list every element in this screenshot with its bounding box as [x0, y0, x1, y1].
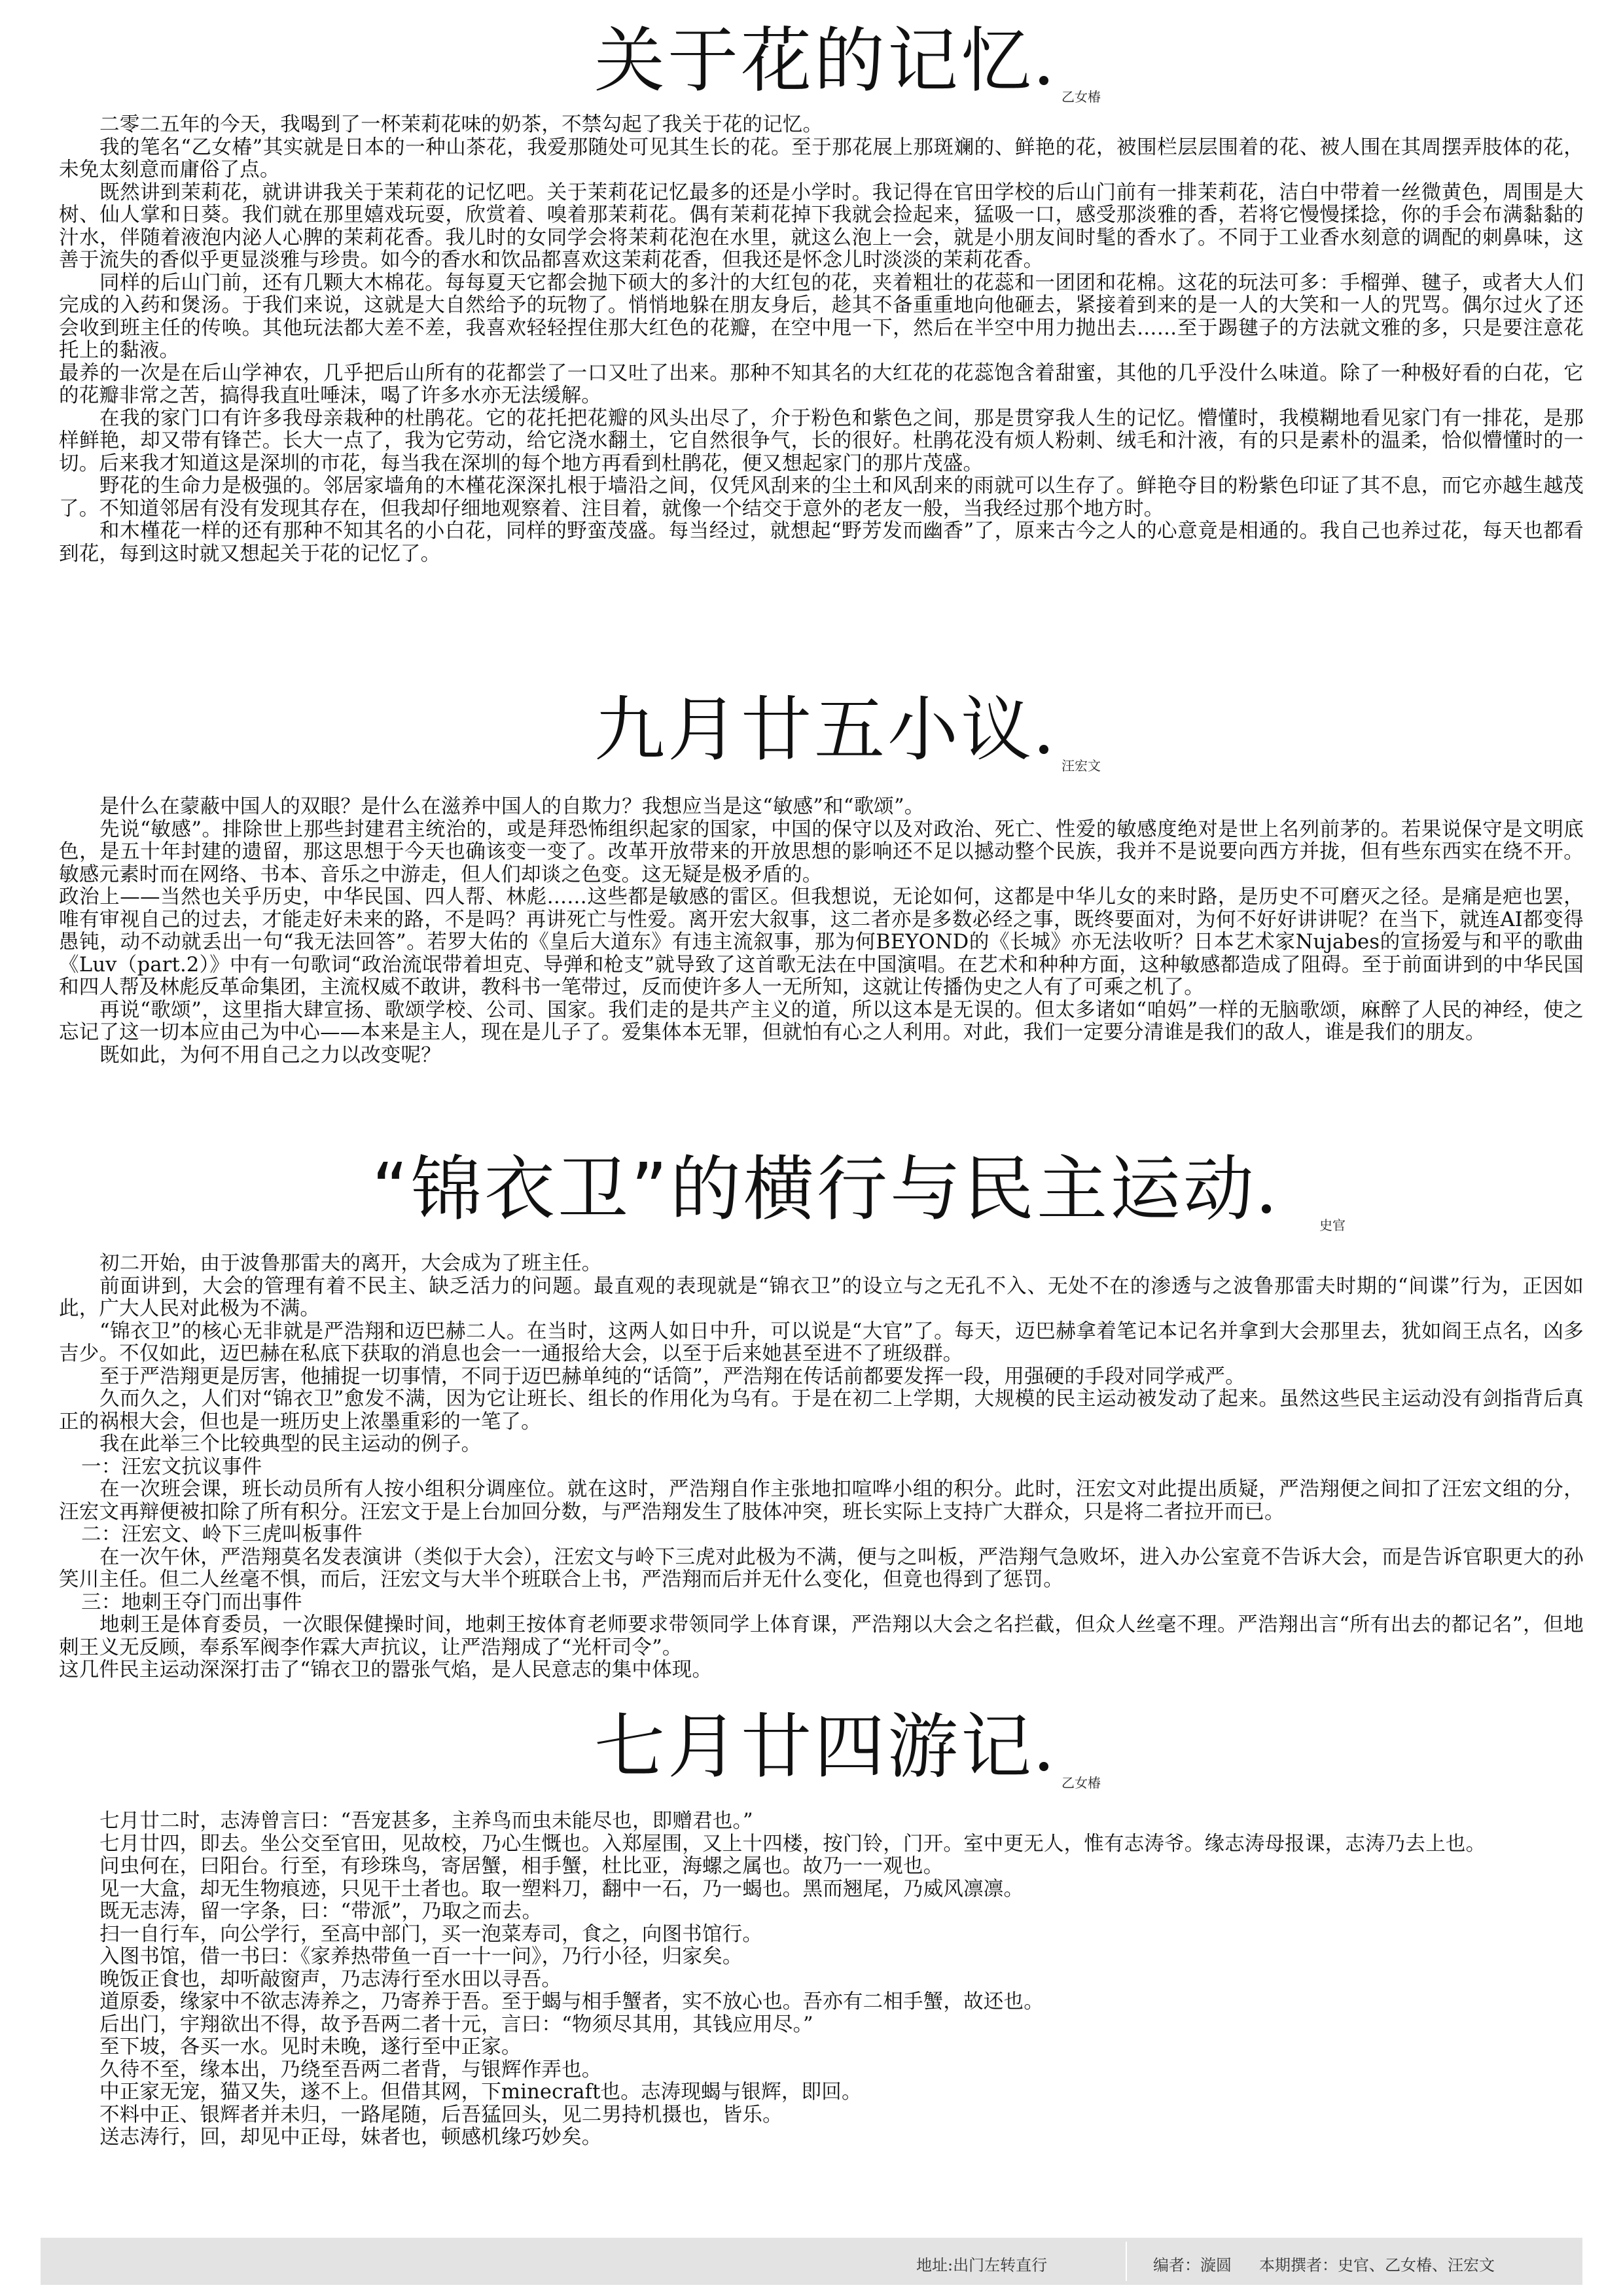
footer-divider	[1126, 2242, 1127, 2281]
paragraph: 在一次班会课，班长动员所有人按小组积分调座位。就在这时，严浩翔自作主张地扣喧哗小组的积分。此时，汪宏文对此提出质疑，严浩翔便之间扣了汪宏文组的分，汪宏文再辩便被扣除了所有积分。汪宏文于是上台加回分数，与严浩翔发生了肢体冲突，班长实际上支持广大群众，只是将二者拉开而已。	[59, 1478, 1584, 1524]
article-title	[594, 1706, 1048, 1788]
article-title-row	[59, 20, 1584, 109]
paragraph: 同样的后山门前，还有几颗大木棉花。每每夏天它都会抛下硕大的多汁的大红包的花，夹着粗壮的花蕊和一团团和花棉。这花的玩法可多：手榴弹、毽子，或者大人们完成的入药和煲汤。于我们来说，这就是大自然给予的玩物了。悄悄地躲在朋友身后，趁其不备重重地向他砸去，紧接着到来的是一人的大笑和一人的咒骂。偶尔过火了还会收到班主任的传唤。其他玩法都大差不差，我喜欢轻轻捏住那大红色的花瓣，在空中甩一下，然后在半空中用力抛出去……至于踢毽子的方法就文雅的多，只是要注意花托上的黏液。	[59, 271, 1584, 362]
paragraph: 既无志涛，留一字条，曰：“带派”，乃取之而去。	[99, 1900, 543, 1923]
paragraph: 问虫何在，曰阳台。行至，有珍珠鸟，寄居蟹，相手蟹，杜比亚，海螺之属也。故乃一一观也。	[99, 1855, 944, 1878]
paragraph: 既如此，为何不用自己之力以改变呢？	[99, 1043, 441, 1067]
title-dot-icon	[1262, 1204, 1271, 1213]
paragraph: 先说“敏感”。排除世上那些封建君主统治的，或是拜恐怖组织起家的国家，中国的保守以及对政治、死亡、性爱的敏感度绝对是世上名列前茅的。若果说保守是文明底色，是五十年封建的遗留，那这思想于今天也确该变一变了。改革开放带来的开放思想的影响还不足以撼动整个民族，我并不是说要向西方并拢，但有些东西实在绕不开。敏感元素时而在网络、书本、音乐之中游走，但人们却谈之色变。这无疑是极矛盾的。	[59, 817, 1584, 886]
article-title-text: 九月廿五小议	[594, 689, 1034, 771]
paragraph: 再说“歌颂”，这里指大肆宣扬、歌颂学校、公司、国家。我们走的是共产主义的道，所以这本是无误的。但太多诸如“咱妈”一样的无脑歌颂，麻醉了人民的神经，使之忘记了这一切本应由己为中心——本来是主人，现在是儿子了。爱集体本无罪，但就怕有心之人利用。对此，我们一定要分清谁是我们的敌人，谁是我们的朋友。	[59, 998, 1584, 1044]
article-july-24	[59, 1706, 1584, 2149]
paragraph: 二零二五年的今天，我喝到了一杯茉莉花味的奶茶，不禁勾起了我关于花的记忆。	[99, 113, 823, 136]
article-body	[59, 114, 1584, 565]
footer-writers: 本期撰者：史官、乙女椿、汪宏文	[1259, 2256, 1495, 2274]
paragraph: 扫一自行车，向公学行，至高中部门，买一泡菜寿司，食之，向图书馆行。	[99, 1922, 763, 1946]
article-jinyiwei	[59, 1149, 1584, 1682]
paragraph: 最养的一次是在后山学神农，几乎把后山所有的花都尝了一口又吐了出来。那种不知其名的大红花的花蕊饱含着甜蜜，其他的几乎没什么味道。除了一种极好看的白花，它的花瓣非常之苦，搞得我直吐唾沫，喝了许多水亦无法缓解。	[59, 361, 1584, 407]
article-author: 汪宏文	[1061, 758, 1101, 774]
paragraph: 中正家无宠，猫又失，遂不上。但借其网，下minecraft也。志涛现蝎与银辉，即回。	[99, 2081, 862, 2104]
paragraph: 在一次午休，严浩翔莫名发表演讲（类似于大会），汪宏文与岭下三虎对此极为不满，便与之叫板，严浩翔气急败坏，进入办公室竟不告诉大会，而是告诉官职更大的孙笑川主任。但二人丝毫不惧，而后，汪宏文与大半个班联合上书，严浩翔而后并无什么变化，但竟也得到了惩罚。	[59, 1545, 1584, 1591]
article-title-text: “锦衣卫”的横行与民主运动	[372, 1149, 1257, 1230]
article-title	[594, 689, 1048, 771]
paragraph: 野花的生命力是极强的。邻居家墙角的木槿花深深扎根于墙沿之间，仅凭风刮来的尘土和风刮来的雨就可以生存了。鲜艳夺目的粉紫色印证了其不息，而它亦越生越茂了。不知道邻居有没有发现其存在，但我却仔细地观察着、注目着，就像一个结交于意外的老友一般，当我经过那个地方时。	[59, 475, 1584, 520]
title-dot-icon	[1039, 1762, 1048, 1771]
title-dot-icon	[1039, 76, 1048, 85]
paragraph: 至下坡，各买一水。见时未晚，遂行至中正家。	[99, 2036, 522, 2058]
paragraph: 初二开始，由于波鲁那雷夫的离开，大会成为了班主任。	[99, 1252, 602, 1275]
paragraph: 这几件民主运动深深打击了“锦衣卫的嚣张气焰，是人民意志的集中体现。	[59, 1659, 713, 1681]
paragraph: 在我的家门口有许多我母亲栽种的杜鹃花。它的花托把花瓣的风头出尽了，介于粉色和紫色之间，那是贯穿我人生的记忆。懵懂时，我模糊地看见家门有一排花，是那样鲜艳，却又带有锋芒。长大一点了，我为它劳动，给它浇水翻土，它自然很争气，长的很好。杜鹃花没有烦人粉刺、绒毛和汁液，有的只是素朴的温柔，恰似懵懂时的一切。后来我才知道这是深圳的市花，每当我在深圳的每个地方再看到杜鹃花，便又想起家门的那片茂盛。	[59, 406, 1584, 475]
article-title-row	[59, 689, 1584, 780]
paragraph: 政治上——当然也关乎历史，中华民国、四人帮、林彪……这些都是敏感的雷区。但我想说，无论如何，这都是中华儿女的来时路，是历史不可磨灭之径。是痛是疤也罢，唯有审视自己的过去，才能走好未来的路，不是吗？再讲死亡与性爱。离开宏大叙事，这二者亦是多数必经之事，既终要面对，为何不好好讲讲呢？在当下，就连AI都变得愚钝，动不动就丢出一句“我无法回答”。若罗大佑的《皇后大道东》有违主流叙事，那为何BEYOND的《长城》亦无法收听？日本艺术家Nujabes的宣扬爱与和平的歌曲《Luv（part.2）》中有一句歌词“政治流氓带着坦克、导弹和枪支”就导致了这首歌无法在中国演唱。在艺术和种种方面，这种敏感都造成了阻碍。至于前面讲到的中华民国和四人帮及林彪反革命集团，主流权威不敢讲，教科书一笔带过，反而使许多人一无所知，这就让传播伪史之人有了可乘之机了。	[59, 886, 1584, 999]
footer-address: 地址:出门左转直行	[916, 2256, 1048, 2274]
paragraph: 后出门，宇翔欲出不得，故予吾两二者十元，言曰：“物须尽其用，其钱应用尽。”	[99, 2013, 813, 2036]
paragraph: 我的笔名“乙女椿”其实就是日本的一种山茶花，我爱那随处可见其生长的花。至于那花展上那斑斓的、鲜艳的花，被围栏层层围着的花、被人围在其周摆弄肢体的花，未免太刻意而庸俗了点。	[59, 135, 1584, 181]
footer-editor: 编者：漩圆	[1153, 2256, 1232, 2274]
paragraph: 七月廿二时，志涛曾言曰：“吾宠甚多，主养鸟而虫未能尽也，即赠君也。”	[99, 1810, 753, 1833]
article-body	[59, 796, 1584, 1067]
paragraph: 我在此举三个比较典型的民主运动的例子。	[99, 1433, 482, 1456]
article-body	[59, 1253, 1584, 1682]
paragraph: “锦衣卫”的核心无非就是严浩翔和迈巴赫二人。在当时，这两人如日中升，可以说是“大官”了。每天，迈巴赫拿着笔记本记名并拿到大会那里去，犹如阎王点名，凶多吉少。不仅如此，迈巴赫在私底下获取的消息也会一一通报给大会，以至于后来她甚至进不了班级群。	[59, 1319, 1584, 1365]
section-heading: 三：地刺王夺门而出事件	[81, 1590, 302, 1614]
paragraph: 道原委，缘家中不欲志涛养之，乃寄养于吾。至于蝎与相手蟹者，实不放心也。吾亦有二相手蟹，故还也。	[99, 1990, 1044, 2013]
paragraph: 送志涛行，回，却见中正母，妹者也，顿感机缘巧妙矣。	[99, 2126, 602, 2149]
article-title-row	[59, 1706, 1584, 1797]
paragraph: 地刺王是体育委员，一次眼保健操时间，地刺王按体育老师要求带领同学上体育课，严浩翔以大会之名拦截，但众人丝毫不理。严浩翔出言“所有出去的都记名”，但地刺王义无反顾，奉系军阀李作霖大声抗议，让严浩翔成了“光杆司令”。	[59, 1613, 1584, 1659]
paragraph: 见一大盒，却无生物痕迹，只见干土者也。取一塑料刀，翻中一石，乃一蝎也。黑而翘尾，乃威风凛凛。	[99, 1877, 1024, 1901]
title-dot-icon	[1039, 745, 1048, 754]
section-heading: 二：汪宏文、岭下三虎叫板事件	[81, 1523, 363, 1546]
article-sept-25	[59, 689, 1584, 1067]
paragraph: 晚饭正食也，却听敲窗声，乃志涛行至水田以寻吾。	[99, 1967, 562, 1991]
paragraph: 是什么在蒙蔽中国人的双眼？是什么在滋养中国人的自欺力？我想应当是这“敏感”和“歌颂”。	[99, 795, 925, 818]
article-title-text: 七月廿四游记	[594, 1706, 1034, 1788]
paragraph: 久而久之，人们对“锦衣卫”愈发不满，因为它让班长、组长的作用化为乌有。于是在初二上学期，大规模的民主运动被发动了起来。虽然这些民主运动没有剑指背后真正的祸根大会，但也是一班历史上浓墨重彩的一笔了。	[59, 1388, 1584, 1433]
paragraph: 入图书馆，借一书曰：《家养热带鱼一百一十一问》，乃行小径，归家矣。	[99, 1945, 743, 1968]
paragraph: 久待不至，缘本出，乃绕至吾两二者背，与银辉作弄也。	[99, 2058, 602, 2081]
footer-bar	[41, 2238, 1582, 2285]
article-author: 史官	[1319, 1217, 1346, 1233]
paragraph: 至于严浩翔更是厉害，他捕捉一切事情，不同于迈巴赫单纯的“话筒”，严浩翔在传话前都要发挥一段，用强硬的手段对同学戒严。	[99, 1365, 1245, 1388]
article-body	[59, 1810, 1584, 2149]
article-title	[594, 20, 1048, 102]
paragraph: 前面讲到，大会的管理有着不民主、缺乏活力的问题。最直观的表现就是“锦衣卫”的设立与之无孔不入、无处不在的渗透与之波鲁那雷夫时期的“间谍”行为，正因如此，广大人民对此极为不满。	[59, 1274, 1584, 1320]
article-title-text: 关于花的记忆	[594, 20, 1034, 102]
paragraph: 和木槿花一样的还有那种不知其名的小白花，同样的野蛮茂盛。每当经过，就想起“野芳发而幽香”了，原来古今之人的心意竟是相通的。我自己也养过花，每天也都看到花，每到这时就又想起关于花的记忆了。	[59, 520, 1584, 565]
section-heading: 一：汪宏文抗议事件	[81, 1455, 262, 1479]
article-author: 乙女椿	[1061, 89, 1101, 105]
paragraph: 既然讲到茉莉花，就讲讲我关于茉莉花的记忆吧。关于茉莉花记忆最多的还是小学时。我记得在官田学校的后山门前有一排茉莉花，洁白中带着一丝微黄色，周围是大树、仙人掌和日葵。我们就在那里嬉戏玩耍，欣赏着、嗅着那茉莉花。偶有茉莉花掉下我就会捡起来，猛吸一口，感受那淡雅的香，若将它慢慢揉捻，你的手会布满黏黏的汁水，伴随着液泡内泌人心脾的茉莉花香。我儿时的女同学会将茉莉花泡在水里，就这么泡上一会，就是小朋友间时髦的香水了。不同于工业香水刻意的调配的刺鼻味，这善于流失的香似乎更显淡雅与珍贵。如今的香水和饮品都喜欢这茉莉花香，但我还是怀念儿时淡淡的茉莉花香。	[59, 181, 1584, 272]
article-title	[372, 1149, 1271, 1230]
article-author: 乙女椿	[1061, 1775, 1101, 1791]
article-title-row	[59, 1149, 1584, 1240]
article-flower-memory	[59, 20, 1584, 565]
paragraph: 不料中正、银辉者并未归，一路尾随，后吾猛回头，见二男持机摄也，皆乐。	[99, 2103, 783, 2126]
paragraph: 七月廿四，即去。坐公交至官田，见故校，乃心生慨也。入郑屋围，又上十四楼，按门铃，门开。室中更无人，惟有志涛爷。缘志涛母报课，志涛乃去上也。	[99, 1832, 1486, 1856]
